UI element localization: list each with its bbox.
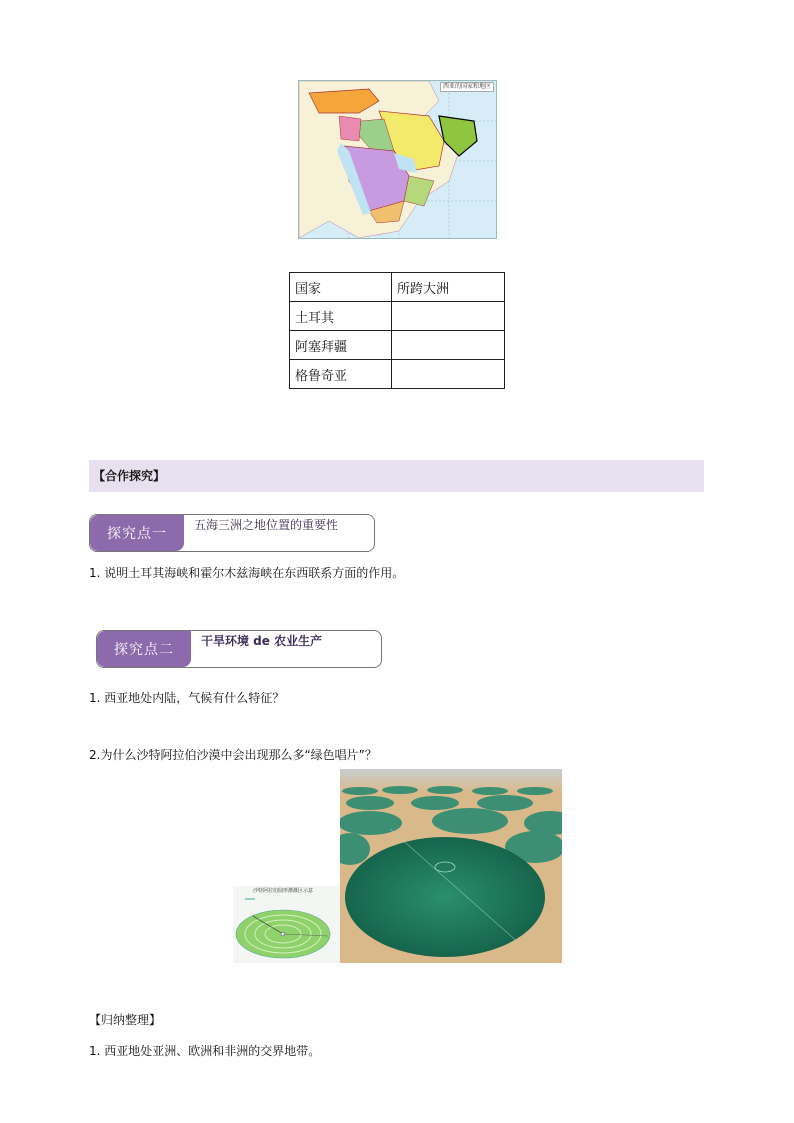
table-cell: 阿塞拜疆	[290, 331, 392, 360]
table-row	[290, 302, 505, 331]
table-row	[290, 360, 505, 389]
table-cell-blank[interactable]	[392, 302, 505, 331]
table-header-row	[290, 273, 505, 302]
probe-text-2: 干旱环境 de 农业生产	[201, 634, 323, 648]
probe-tab-1: 探究点一	[90, 515, 184, 551]
west-asia-map	[298, 80, 497, 239]
table-cell: 格鲁奇亚	[290, 360, 392, 389]
summary-item-1: 1. 西亚地处亚洲、欧洲和非洲的交界地带。	[89, 1044, 321, 1058]
photo-graphic	[340, 769, 562, 963]
table-cell-blank[interactable]	[392, 331, 505, 360]
probe-box-2	[96, 630, 382, 668]
country-continent-table	[289, 272, 505, 389]
irrigation-diagram-graphic	[233, 886, 340, 963]
probe-box-1	[89, 514, 375, 552]
probe-text-1: 五海三洲之地位置的重要性	[194, 518, 339, 532]
question-2: 1. 西亚地处内陆，气候有什么特征？	[89, 691, 285, 705]
irrigation-diagram	[233, 886, 340, 963]
circular-irrigation-photo	[340, 769, 562, 963]
map-title: 西亚的国家和地区	[440, 82, 494, 92]
question-3: 2.为什么沙特阿拉伯沙漠中会出现那么多“绿色唱片”？	[89, 748, 377, 762]
diagram-title: 沙特阿拉伯圆形灌溉区示意	[253, 888, 314, 894]
question-1: 1. 说明土耳其海峡和霍尔木兹海峡在东西联系方面的作用。	[89, 566, 405, 580]
table-cell: 土耳其	[290, 302, 392, 331]
table-header-cell: 所跨大洲	[392, 273, 505, 302]
table-header-cell: 国家	[290, 273, 392, 302]
summary-title: 【归纳整理】	[89, 1013, 162, 1027]
section-header-cooperative-inquiry: 【合作探究】	[89, 460, 704, 492]
map-graphic	[299, 81, 496, 238]
table-cell-blank[interactable]	[392, 360, 505, 389]
probe-tab-2: 探究点二	[97, 631, 191, 667]
table-row	[290, 331, 505, 360]
